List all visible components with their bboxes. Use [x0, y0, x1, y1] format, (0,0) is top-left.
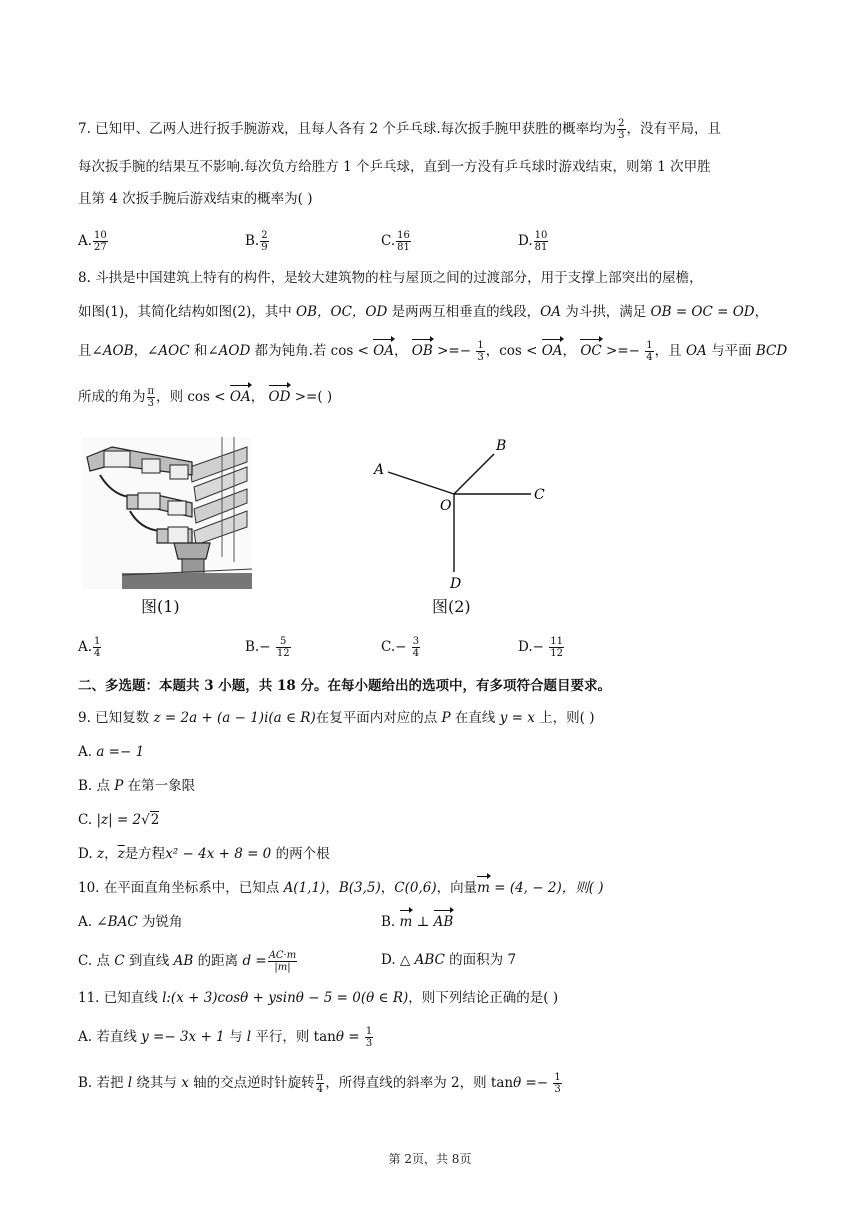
q7-option-b: B. $\frac{2}{9}$: [245, 230, 268, 253]
segment-ob: [454, 454, 494, 494]
label-a: A: [374, 462, 385, 478]
q10-option-d: D. △ ABC 的面积为 7: [381, 952, 517, 968]
label-d: D: [450, 576, 462, 592]
fraction: $\frac{2}{3}$: [618, 118, 625, 141]
label-b: B: [496, 438, 507, 454]
section-2-heading: 二、多选题：本题共 3 小题，共 18 分。在每小题给出的选项中，有多项符合题目要求。: [78, 678, 611, 694]
q8-option-b: B.− $\frac{5}{12}$: [245, 636, 290, 659]
q7-line-1: 7. 已知甲、乙两人进行扳手腕游戏，且每人各有 2 个乒乓球.每次扳手腕甲获胜的概率均为 $\frac{2}{3}$ ，没有平局，且: [78, 118, 722, 141]
q11-stem: 11. 已知直线 l:(x + 3)cosθ + ysinθ − 5 = 0(θ ∈ R)，则下列结论正确的是( ): [78, 990, 559, 1006]
q8-option-d: D.− $\frac{11}{12}$: [518, 636, 563, 659]
figure-1-caption: 图(1): [141, 597, 180, 616]
q8-line-4: 所成的角为 $\frac{\pi}{3}$ ，则 cos < OA， OD >=( ): [78, 386, 333, 409]
segment-oa: [388, 472, 454, 494]
q7-line-2: 每次扳手腕的结果互不影响.每次负方给胜方 1 个乒乓球，直到一方没有乒乓球时游戏结束，则第 1 次甲胜: [78, 159, 711, 175]
q7-option-d: D. $\frac{10}{81}$: [518, 230, 548, 253]
q10-option-c: C. 点 C 到直线 AB 的距离 d = $\frac{AC\cdot m}{|m|}$: [78, 950, 297, 973]
q10-option-a: A. ∠BAC 为锐角: [78, 914, 183, 930]
q8-line-3: 且∠AOB，∠AOC 和∠AOD 都为钝角.若 cos < OA， OB >=− $\frac{1}{3}$ ，cos < OA， OC >=− $\frac{1}{4}$ ，且 OA 与平面 BCD: [78, 340, 788, 363]
q7-line-3: 且第 4 次扳手腕后游戏结束的概率为( ): [78, 191, 313, 207]
figure-2-vector-diagram: [368, 432, 558, 592]
q10-option-b: B. m ⊥ AB: [381, 914, 454, 930]
label-o: O: [440, 498, 452, 514]
q7-option-c: C. $\frac{16}{81}$: [381, 230, 410, 253]
q9-option-c: C. |z| = 2√2: [78, 812, 160, 828]
q8-option-a: A. $\frac{1}{4}$: [78, 636, 101, 659]
q9-option-d: D. z，$\overline{z}$是方程x² − 4x + 8 = 0 的两个根: [78, 846, 330, 862]
dougong-illustration: [82, 437, 252, 589]
figure-1-dougong-photo: [82, 437, 252, 589]
q8-line-1: 8. 斗拱是中国建筑上特有的构件，是较大建筑物的柱与屋顶之间的过渡部分，用于支撑上部突出的屋檐，: [78, 270, 703, 286]
q8-option-c: C.− $\frac{3}{4}$: [381, 636, 420, 659]
q9-option-a: A. a =− 1: [78, 744, 145, 760]
vector-diagram-svg: [368, 432, 558, 592]
q8-line-2: 如图(1)，其简化结构如图(2)，其中 OB，OC，OD 是两两互相垂直的线段，OA 为斗拱，满足 OB = OC = OD，: [78, 304, 769, 320]
q10-stem: 10. 在平面直角坐标系中，已知点 A(1,1)，B(3,5)，C(0,6)，向量m = (4, − 2)，则( ): [78, 880, 604, 896]
q7-option-a: A. $\frac{10}{27}$: [78, 230, 107, 253]
page-footer: 第 2页，共 8页: [388, 1152, 472, 1166]
figure-2-caption: 图(2): [432, 597, 471, 616]
label-c: C: [534, 487, 545, 503]
q9-option-b: B. 点 P 在第一象限: [78, 778, 196, 794]
q9-stem: 9. 已知复数 z = 2a + (a − 1)i(a ∈ R)在复平面内对应的点 P 在直线 y = x 上，则( ): [78, 710, 595, 726]
q11-option-a: A. 若直线 y =− 3x + 1 与 l 平行，则 tanθ = $\frac{1}{3}$: [78, 1026, 373, 1049]
q11-option-b: B. 若把 l 绕其与 x 轴的交点逆时针旋转 $\frac{\pi}{4}$ ，所得直线的斜率为 2，则 tanθ =− $\frac{1}{3}$: [78, 1072, 561, 1095]
